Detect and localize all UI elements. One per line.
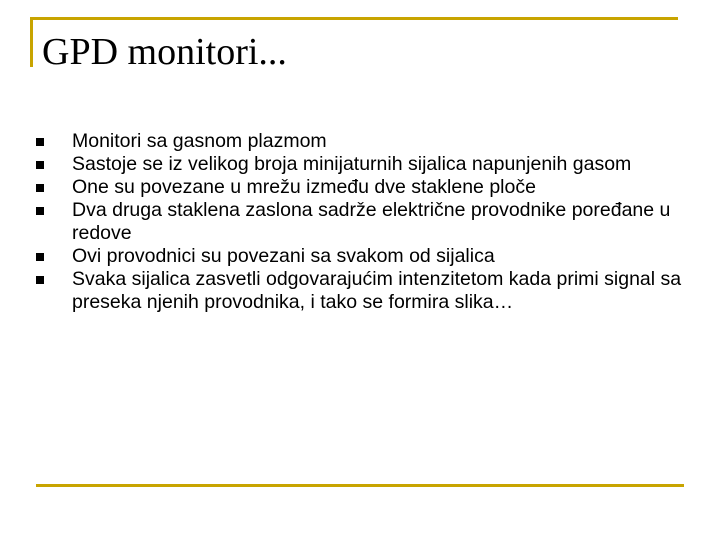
slide-title: GPD monitori... (42, 31, 287, 73)
bullet-text: Svaka sijalica zasvetli odgovarajućim intenzitetom kada primi signal sa preseka njenih provodnika, i tako se formira slika… (72, 268, 682, 313)
bullet-text: Ovi provodnici su povezani sa svakom od sijalica (72, 245, 495, 267)
square-bullet-icon (36, 253, 44, 261)
list-item (36, 130, 696, 153)
bullet-text: Monitori sa gasnom plazmom (72, 130, 327, 152)
bullet-text: Sastoje se iz velikog broja minijaturnih sijalica napunjenih gasom (72, 153, 632, 175)
bottom-rule (36, 484, 684, 487)
square-bullet-icon (36, 276, 44, 284)
list-item (36, 245, 696, 268)
list-item (36, 199, 696, 245)
bullet-text: One su povezane u mrežu između dve staklene ploče (72, 176, 536, 198)
list-item (36, 176, 696, 199)
list-item (36, 153, 696, 176)
square-bullet-icon (36, 138, 44, 146)
bullet-text: Dva druga staklena zaslona sadrže električne provodnike poređane u redove (72, 199, 671, 244)
square-bullet-icon (36, 207, 44, 215)
title-left-rule (30, 17, 33, 67)
list-item (36, 268, 696, 314)
title-top-rule (30, 17, 678, 20)
square-bullet-icon (36, 161, 44, 169)
bullet-list (36, 130, 696, 314)
square-bullet-icon (36, 184, 44, 192)
